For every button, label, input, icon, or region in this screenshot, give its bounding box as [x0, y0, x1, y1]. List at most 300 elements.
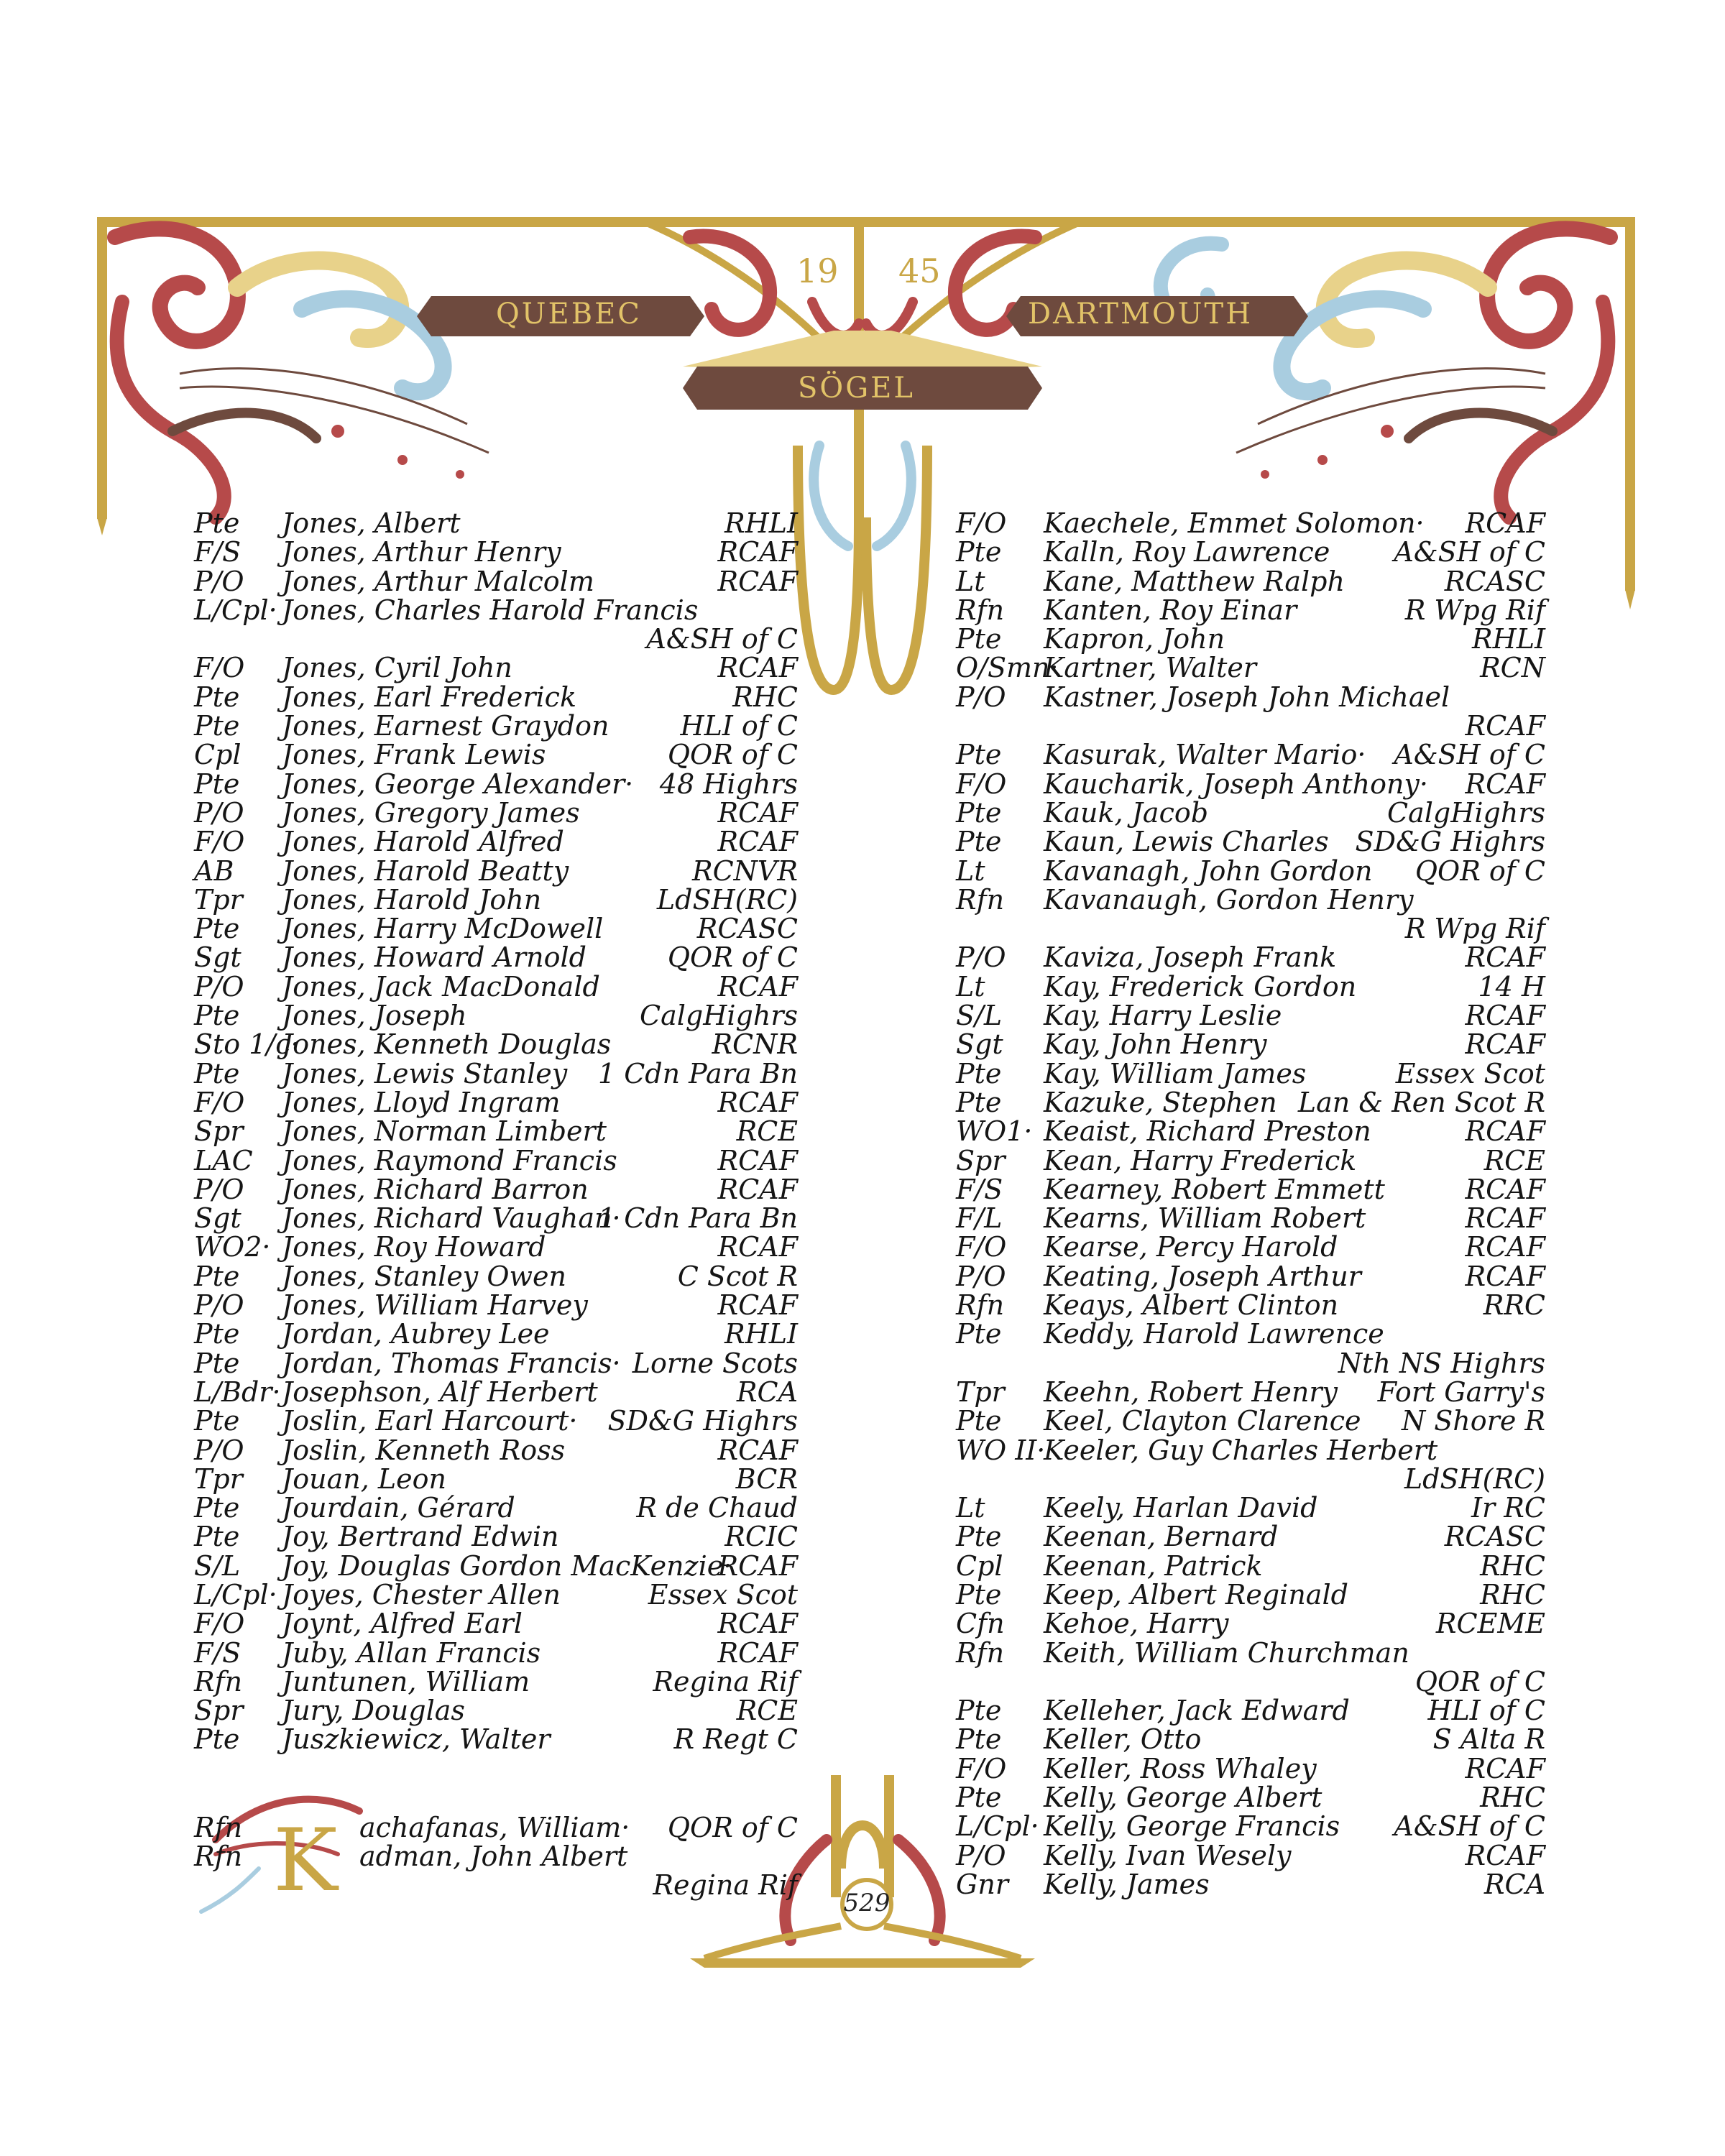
entry-name: Kanten, Roy Einar — [1044, 594, 1297, 626]
entry-unit: RCAF — [1465, 1028, 1545, 1061]
roll-entry — [956, 625, 1545, 653]
entry-name: Joyes, Chester Allen — [282, 1578, 561, 1611]
entry-rank: Pte — [956, 1695, 1002, 1727]
entry-rank: Spr — [194, 1695, 244, 1727]
entry-unit: SD&G Highrs — [1355, 826, 1545, 858]
entry-rank: WO1· — [956, 1115, 1033, 1148]
roll-entry — [194, 509, 798, 538]
entry-name: Keaist, Richard Preston — [1044, 1115, 1371, 1148]
entry-name: Jones, Raymond Francis — [282, 1144, 617, 1176]
entry-rank: WO II· — [956, 1434, 1046, 1466]
entry-unit: RHLI — [1472, 623, 1545, 655]
entry-name: Keays, Albert Clinton — [1044, 1289, 1339, 1322]
roll-entry — [194, 1175, 798, 1204]
entry-unit: RCEME — [1435, 1608, 1545, 1640]
entry-name: Jones, Kenneth Douglas — [282, 1028, 612, 1061]
entry-rank: S/L — [956, 1000, 1003, 1032]
entry-rank: Pte — [956, 1086, 1002, 1118]
entry-name: Jones, Arthur Henry — [282, 536, 561, 568]
entry-name: Kane, Matthew Ralph — [1044, 565, 1345, 597]
entry-unit: RCAF — [717, 1144, 798, 1176]
roll-entry — [956, 509, 1545, 538]
entry-unit: N Shore R — [1401, 1405, 1545, 1437]
entry-rank: F/O — [956, 768, 1007, 800]
entry-name: Jones, Arthur Malcolm — [282, 565, 594, 597]
entry-name: Jones, Harry McDowell — [282, 913, 604, 945]
entry-name: Jordan, Aubrey Lee — [282, 1318, 550, 1350]
roll-entry — [194, 770, 798, 798]
entry-name: Kelly, George Francis — [1044, 1810, 1340, 1843]
entry-name: Jones, Lloyd Ingram — [282, 1086, 561, 1118]
roll-entry — [194, 1436, 798, 1465]
roll-entry — [194, 653, 798, 682]
entry-unit: RHC — [1480, 1782, 1545, 1814]
entry-name: Joynt, Alfred Earl — [282, 1608, 523, 1640]
roll-entry — [194, 567, 798, 596]
entry-name: Josephson, Alf Herbert — [282, 1376, 598, 1408]
entry-unit: QOR of C — [667, 1811, 798, 1843]
roll-entry — [194, 1406, 798, 1435]
roll-entry — [956, 1001, 1545, 1030]
entry-unit: A&SH of C — [1394, 1810, 1545, 1843]
entry-name: Jones, Stanley Owen — [282, 1260, 566, 1292]
entry-unit: RCAF — [1465, 1115, 1545, 1148]
entry-unit: RHLI — [724, 507, 798, 539]
roll-entry — [956, 1289, 1545, 1322]
roll-entry — [194, 798, 798, 827]
entry-name: Keddy, Harold Lawrence — [1044, 1318, 1384, 1350]
entry-unit: RCAF — [717, 1231, 798, 1263]
entry-rank: L/Bdr· — [194, 1376, 281, 1408]
entry-name: Jones, Harold John — [282, 883, 542, 916]
entry-rank: Pte — [956, 1057, 1002, 1089]
entry-unit: RCNVR — [692, 854, 798, 887]
entry-unit: A&SH of C — [1394, 536, 1545, 568]
entry-unit: Ir RC — [1471, 1492, 1545, 1524]
roll-entry — [956, 567, 1545, 596]
entry-rank: Sto 1/c· — [194, 1028, 300, 1061]
entry-rank: Rfn — [194, 1811, 243, 1843]
entry-name: Keeler, Guy Charles Herbert — [1044, 1434, 1438, 1466]
roll-entry — [194, 827, 798, 856]
roll-entry — [194, 711, 798, 740]
entry-unit: RCAF — [717, 1608, 798, 1640]
entry-rank: Rfn — [194, 1665, 243, 1697]
entry-name: Jourdain, Gérard — [282, 1492, 515, 1524]
roll-entry — [956, 798, 1545, 827]
entry-rank: Pte — [956, 1521, 1002, 1553]
roll-entry — [956, 1233, 1545, 1261]
entry-rank: P/O — [956, 1260, 1006, 1292]
year-left: 19 — [796, 252, 839, 290]
entry-unit: QOR of C — [1414, 854, 1545, 887]
entry-rank: Tpr — [194, 883, 243, 916]
entry-name: Keenan, Bernard — [1044, 1521, 1279, 1553]
entry-name: Kelleher, Jack Edward — [1044, 1695, 1350, 1727]
entry-name: Kearse, Percy Harold — [1044, 1231, 1338, 1263]
roll-entry — [956, 1146, 1545, 1175]
entry-name: Jones, Frank Lewis — [282, 739, 546, 771]
entry-unit: RCAF — [1465, 507, 1545, 539]
entry-unit: RCNR — [712, 1028, 798, 1061]
entry-unit: R de Chaud — [636, 1492, 798, 1524]
entry-name: Jordan, Thomas Francis· — [282, 1347, 621, 1379]
entry-unit-continued: QOR of C — [1414, 1665, 1545, 1697]
entry-rank: Cpl — [194, 739, 242, 771]
entry-name: Kelly, Ivan Wesely — [1044, 1839, 1292, 1871]
entry-rank: F/O — [956, 507, 1007, 539]
roll-entry — [194, 1349, 798, 1378]
entry-rank: F/O — [194, 1608, 245, 1640]
entry-unit: RCE — [736, 1115, 798, 1148]
entry-name: Keating, Joseph Arthur — [1044, 1260, 1361, 1292]
year-right: 45 — [898, 252, 941, 290]
entry-rank: Pte — [194, 768, 240, 800]
roll-entry — [956, 1725, 1545, 1754]
entry-rank: Pte — [956, 1782, 1002, 1814]
place-sogel: SÖGEL — [798, 372, 915, 405]
roll-entry — [194, 1088, 798, 1117]
roll-entry — [956, 1783, 1545, 1812]
roll-entry — [194, 596, 798, 625]
entry-rank: P/O — [956, 1839, 1006, 1871]
entry-unit-continued: Nth NS Highrs — [1338, 1347, 1545, 1379]
roll-entry — [956, 1117, 1545, 1146]
roll-entry — [956, 1609, 1545, 1638]
entry-rank: P/O — [194, 970, 244, 1003]
entry-rank: Rfn — [956, 883, 1005, 916]
entry-unit: HLI of C — [1427, 1695, 1545, 1727]
entry-rank: Pte — [194, 681, 240, 713]
entry-name: Jones, William Harvey — [282, 1289, 588, 1322]
entry-rank: Pte — [194, 1000, 240, 1032]
entry-name: Kapron, John — [1044, 623, 1225, 655]
entry-rank: Lt — [956, 854, 985, 887]
entry-rank: S/L — [194, 1549, 241, 1582]
roll-entry — [956, 1754, 1545, 1783]
entry-name: Jones, Cyril John — [282, 652, 512, 684]
entry-rank: P/O — [956, 681, 1006, 713]
roll-entry — [194, 1233, 798, 1261]
entry-unit: RCASC — [696, 913, 798, 945]
entry-unit: Lorne Scots — [632, 1347, 798, 1379]
roll-entry — [956, 1636, 1545, 1669]
entry-unit-continued: LdSH(RC) — [1404, 1462, 1545, 1495]
roll-entry — [956, 683, 1545, 711]
entry-name: Jones, Roy Howard — [282, 1231, 546, 1263]
entry-rank: Tpr — [194, 1462, 243, 1495]
entry-name: Keller, Otto — [1044, 1723, 1202, 1756]
entry-unit: RHC — [1480, 1549, 1545, 1582]
section-gap — [194, 1754, 798, 1813]
entry-rank: Rfn — [194, 1841, 243, 1873]
entry-name: Keller, Ross Whaley — [1044, 1752, 1317, 1784]
roll-entry — [194, 1522, 798, 1551]
entry-rank: Pte — [956, 1723, 1002, 1756]
entry-rank: Pte — [956, 1405, 1002, 1437]
entry-unit: RCAF — [717, 1549, 798, 1582]
roll-entry — [956, 1088, 1545, 1117]
entry-name: Kasurak, Walter Mario· — [1044, 739, 1366, 771]
entry-unit-continued: R Wpg Rif — [1404, 913, 1545, 945]
entry-rank: Rfn — [956, 1636, 1005, 1669]
entry-name: Kay, Harry Leslie — [1044, 1000, 1282, 1032]
entry-name: Kastner, Joseph John Michael — [1044, 681, 1450, 713]
entry-rank: Rfn — [956, 594, 1005, 626]
roll-entry — [194, 1204, 798, 1233]
roll-entry — [956, 1436, 1545, 1465]
entry-name: Kavanaugh, Gordon Henry — [1044, 883, 1414, 916]
entry-rank: P/O — [194, 1434, 244, 1466]
entry-name: Jones, Earnest Graydon — [282, 710, 610, 742]
entry-unit: RCAF — [717, 1289, 798, 1322]
roll-entry — [956, 1841, 1545, 1870]
entry-name: Keel, Clayton Clarence — [1044, 1405, 1361, 1437]
roll-entry — [194, 1030, 798, 1059]
entry-name: Kartner, Walter — [1044, 652, 1257, 684]
right-name-column — [956, 509, 1545, 1899]
entry-name: Kaucharik, Joseph Anthony· — [1044, 768, 1428, 800]
entry-rank: F/O — [194, 826, 245, 858]
entry-rank: P/O — [194, 1173, 244, 1205]
roll-entry — [194, 1146, 798, 1175]
entry-rank: Pte — [956, 1318, 1002, 1350]
entry-unit: RCN — [1480, 652, 1545, 684]
entry-unit: RCE — [736, 1695, 798, 1727]
entry-name: Joy, Bertrand Edwin — [282, 1521, 559, 1553]
entry-unit: RCAF — [717, 652, 798, 684]
entry-name: Keely, Harlan David — [1044, 1492, 1318, 1524]
entry-unit: RCAF — [1465, 1839, 1545, 1871]
entry-rank: Pte — [194, 1347, 240, 1379]
entry-unit: CalgHighrs — [1387, 796, 1545, 829]
left-border-bar — [97, 217, 107, 519]
entry-unit: RCAF — [1465, 1202, 1545, 1235]
entry-name: Kavanagh, John Gordon — [1044, 854, 1373, 887]
entry-name: Kearns, William Robert — [1044, 1202, 1366, 1235]
entry-unit: RCA — [736, 1376, 798, 1408]
entry-unit: RHC — [1480, 1578, 1545, 1611]
entry-name: Keehn, Robert Henry — [1044, 1376, 1338, 1408]
entry-name: Jones, Albert — [282, 507, 461, 539]
entry-rank: Lt — [956, 1492, 985, 1524]
roll-entry — [194, 1636, 798, 1669]
entry-unit: RCAF — [1465, 941, 1545, 974]
roll-entry — [956, 1204, 1545, 1233]
entry-rank: Sgt — [956, 1028, 1003, 1061]
entry-rank: Sgt — [194, 941, 242, 974]
entry-rank: F/O — [194, 652, 245, 684]
entry-unit: RHLI — [724, 1318, 798, 1350]
roll-entry — [956, 1870, 1545, 1899]
roll-entry — [194, 943, 798, 972]
entry-name: Juby, Allan Francis — [282, 1636, 541, 1669]
entry-unit: RCAF — [717, 970, 798, 1003]
roll-entry — [956, 972, 1545, 1001]
entry-unit: Fort Garry's — [1377, 1376, 1545, 1408]
roll-entry — [194, 1549, 798, 1582]
entry-rank: Pte — [194, 710, 240, 742]
entry-name: Kalln, Roy Lawrence — [1044, 536, 1330, 568]
entry-name: Keep, Albert Reginald — [1044, 1578, 1348, 1611]
roll-entry — [194, 972, 798, 1001]
roll-entry — [194, 1289, 798, 1322]
entry-rank: F/S — [956, 1173, 1003, 1205]
entry-unit: LdSH(RC) — [656, 883, 798, 916]
entry-name: Joy, Douglas Gordon MacKenzie· — [282, 1549, 732, 1582]
left-name-column — [194, 509, 798, 1900]
entry-name: Jones, Charles Harold Francis — [282, 594, 699, 626]
initial-letter-k: K — [273, 1811, 338, 1911]
entry-unit: A&SH of C — [1394, 739, 1545, 771]
right-border-bar — [1625, 217, 1635, 591]
entry-rank: L/Cpl· — [194, 1578, 277, 1611]
roll-entry — [194, 1725, 798, 1754]
entry-unit: RCAF — [717, 1434, 798, 1466]
entry-rank: P/O — [194, 796, 244, 829]
entry-unit: 14 H — [1478, 970, 1545, 1003]
entry-unit: R Regt C — [673, 1723, 798, 1756]
entry-name: Kay, William James — [1044, 1057, 1307, 1089]
entry-unit: RHC — [732, 681, 798, 713]
entry-name: Keith, William Churchman — [1044, 1636, 1409, 1669]
entry-name: Jones, Richard Vaughan· — [282, 1202, 621, 1235]
entry-unit: SD&G Highrs — [607, 1405, 798, 1437]
roll-entry — [956, 1549, 1545, 1582]
left-acanthus-ornament — [115, 229, 489, 517]
entry-name: Kean, Harry Frederick — [1044, 1144, 1357, 1176]
roll-entry — [194, 1667, 798, 1696]
entry-name: Jones, George Alexander· — [282, 768, 634, 800]
top-border-bar — [97, 217, 1635, 227]
entry-name: Joslin, Kenneth Ross — [282, 1434, 566, 1466]
roll-entry — [194, 1609, 798, 1638]
entry-unit: S Alta R — [1432, 1723, 1545, 1756]
entry-name: Jones, Earl Frederick — [282, 681, 576, 713]
roll-entry — [956, 943, 1545, 972]
page-number: 529 — [843, 1889, 891, 1917]
entry-name: Jones, Lewis Stanley — [282, 1057, 568, 1089]
roll-entry — [956, 854, 1545, 887]
entry-unit: Lan & Ren Scot R — [1297, 1086, 1545, 1118]
roll-entry — [956, 1378, 1545, 1406]
entry-unit: Essex Scot — [648, 1578, 798, 1611]
entry-name: Jones, Gregory James — [282, 796, 580, 829]
entry-unit: RCAF — [1465, 1173, 1545, 1205]
entry-rank: Pte — [956, 536, 1002, 568]
entry-unit: CalgHighrs — [640, 1000, 798, 1032]
entry-name: Juntunen, William — [282, 1665, 530, 1697]
entry-name: adman, John Albert — [359, 1841, 628, 1873]
roll-entry — [956, 1812, 1545, 1841]
entry-unit: RCA — [1484, 1868, 1545, 1900]
entry-unit: 1 Cdn Para Bn — [597, 1202, 798, 1235]
roll-entry — [194, 1493, 798, 1522]
entry-rank: Pte — [194, 1521, 240, 1553]
roll-entry — [194, 1117, 798, 1146]
entry-rank: F/O — [956, 1752, 1007, 1784]
entry-rank: O/Smn· — [956, 652, 1059, 684]
entry-unit-continued: RCAF — [1465, 710, 1545, 742]
entry-name: Kay, John Henry — [1044, 1028, 1267, 1061]
roll-entry — [956, 740, 1545, 769]
entry-rank: Lt — [956, 565, 985, 597]
entry-rank: Spr — [956, 1144, 1006, 1176]
entry-name: Keenan, Patrick — [1044, 1549, 1263, 1582]
entry-unit: RCASC — [1444, 565, 1545, 597]
roll-entry — [956, 1030, 1545, 1059]
roll-entry — [194, 1696, 798, 1725]
entry-unit: Regina Rif — [653, 1665, 798, 1697]
entry-name: Kelly, George Albert — [1044, 1782, 1322, 1814]
entry-unit: RRC — [1483, 1289, 1545, 1322]
entry-name: Juszkiewicz, Walter — [282, 1723, 551, 1756]
entry-rank: F/S — [194, 536, 242, 568]
roll-entry — [194, 854, 798, 887]
entry-unit: RCAF — [717, 565, 798, 597]
entry-unit: RCAF — [1465, 1752, 1545, 1784]
entry-unit: 48 Highrs — [659, 768, 798, 800]
entry-unit: HLI of C — [680, 710, 798, 742]
entry-rank: Sgt — [194, 1202, 242, 1235]
roll-entry — [194, 538, 798, 566]
roll-entry — [194, 1262, 798, 1291]
entry-rank: WO2· — [194, 1231, 271, 1263]
entry-unit: R Wpg Rif — [1404, 594, 1545, 626]
roll-entry — [194, 1001, 798, 1030]
entry-rank: P/O — [194, 1289, 244, 1322]
entry-rank: F/O — [956, 1231, 1007, 1263]
entry-unit: RCAF — [1465, 1231, 1545, 1263]
entry-unit: RCAF — [1465, 768, 1545, 800]
entry-rank: Pte — [956, 796, 1002, 829]
entry-unit: RCAF — [1465, 1000, 1545, 1032]
entry-name: Jones, Jack MacDonald — [282, 970, 600, 1003]
entry-unit: RCAF — [1465, 1260, 1545, 1292]
roll-entry — [956, 1696, 1545, 1725]
entry-rank: Pte — [194, 1723, 240, 1756]
place-dartmouth: DARTMOUTH — [1028, 298, 1254, 331]
entry-rank: Tpr — [956, 1376, 1005, 1408]
entry-rank: F/L — [956, 1202, 1003, 1235]
entry-name: Jury, Douglas — [282, 1695, 465, 1727]
entry-rank: Rfn — [956, 1289, 1005, 1322]
entry-rank: AB — [194, 854, 234, 887]
entry-unit: RCE — [1484, 1144, 1545, 1176]
place-quebec: QUEBEC — [496, 298, 642, 331]
entry-name: Kelly, James — [1044, 1868, 1210, 1900]
roll-entry — [956, 1406, 1545, 1435]
entry-name: Jones, Harold Alfred — [282, 826, 564, 858]
entry-rank: P/O — [194, 565, 244, 597]
entry-rank: L/Cpl· — [194, 594, 277, 626]
entry-name: achafanas, William· — [359, 1811, 630, 1843]
entry-rank: F/O — [194, 1086, 245, 1118]
entry-unit: RCAF — [717, 826, 798, 858]
entry-rank: F/S — [194, 1636, 242, 1669]
entry-rank: Pte — [194, 507, 240, 539]
entry-unit-continued: A&SH of C — [646, 623, 798, 655]
roll-entry — [956, 1580, 1545, 1609]
entry-unit: 1 Cdn Para Bn — [597, 1057, 798, 1089]
right-acanthus-ornament — [1161, 229, 1610, 517]
roll-entry — [194, 1378, 798, 1406]
entry-rank: Pte — [194, 1492, 240, 1524]
entry-unit: RCAF — [717, 1636, 798, 1669]
entry-rank: P/O — [956, 941, 1006, 974]
roll-entry — [194, 914, 798, 943]
entry-unit: BCR — [735, 1462, 798, 1495]
